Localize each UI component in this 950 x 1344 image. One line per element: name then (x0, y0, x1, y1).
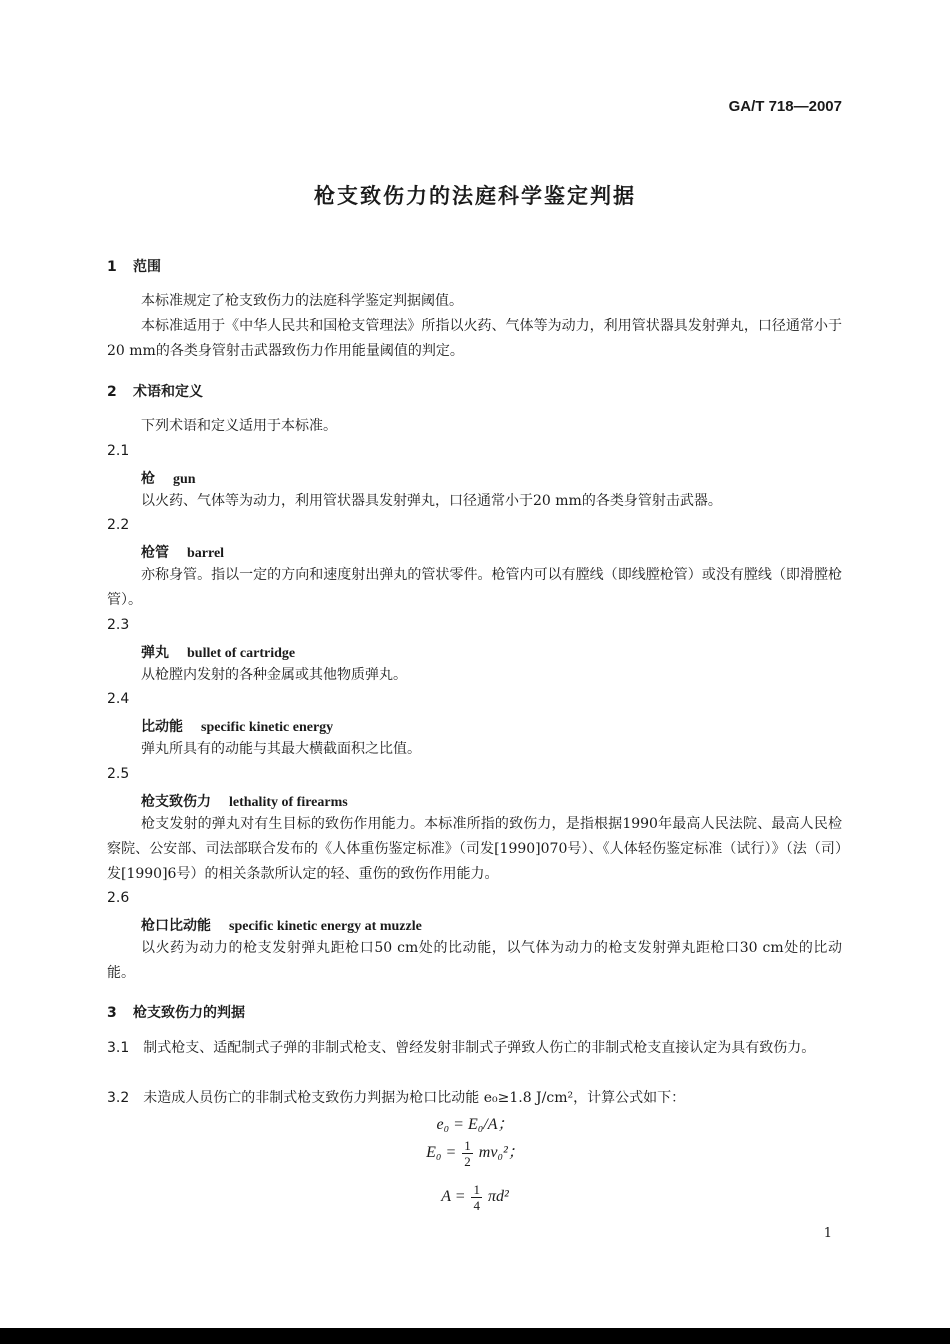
term-zh: 弹丸 (141, 645, 169, 661)
formula-lhs: A = (441, 1188, 466, 1206)
term-heading (141, 542, 224, 562)
formula-rhs: mv₀²； (478, 1144, 524, 1162)
term-definition: 弹丸所具有的动能与其最大横截面积之比值。 (141, 741, 421, 757)
term-definition: 亦称身管。指以一定的方向和速度射出弹丸的管状零件。枪管内可以有膛线（即线膛枪管）或没有膛线（即滑膛枪管）。 (107, 567, 842, 608)
fraction (471, 1182, 482, 1213)
term-heading (141, 716, 333, 736)
term-zh: 枪管 (141, 545, 169, 561)
clause-text: 制式枪支、适配制式子弹的非制式枪支、曾经发射非制式子弹致人伤亡的非制式枪支直接认定为具有致伤力。 (143, 1040, 816, 1056)
clause-3-2 (107, 1086, 842, 1111)
bottom-border-bar (0, 1328, 950, 1344)
clause-number: 2.4 (107, 691, 130, 707)
fraction-denominator: 2 (464, 1154, 471, 1169)
clause-3-1 (107, 1036, 842, 1061)
term-heading (141, 642, 295, 662)
term-zh: 比动能 (141, 719, 183, 735)
fraction-denominator: 4 (473, 1198, 480, 1213)
term-heading (141, 791, 348, 811)
section-heading-terms (107, 381, 203, 401)
term-zh: 枪口比动能 (141, 918, 211, 934)
clause-number: 2.6 (107, 890, 130, 906)
section-number: 2 (107, 384, 117, 400)
section-title: 范围 (133, 259, 161, 275)
term-definition: 枪支发射的弹丸对有生目标的致伤作用能力。本标准所指的致伤力，是指根据1990年最高人民法院、最高人民检察院、公安部、司法部联合发布的《人体重伤鉴定标准》（司发[1990]070号）、《人体轻伤鉴定标准（试行）》（法（司）发[1990]6号）的相关条款所认定的轻、重伤的致伤作用能力。 (107, 816, 842, 882)
clause-text: 未造成人员伤亡的非制式枪支致伤力判据为枪口比动能 e₀≥1.8 J/cm²，计算公式如下： (143, 1090, 686, 1106)
paragraph: 本标准规定了枪支致伤力的法庭科学鉴定判据阈值。 (141, 293, 463, 309)
term-en: barrel (187, 546, 225, 561)
formula-lhs: E₀ = (426, 1144, 457, 1162)
term-en: specific kinetic energy (201, 720, 334, 735)
fraction (462, 1138, 473, 1169)
page-number: 1 (823, 1226, 832, 1241)
section-title: 枪支致伤力的判据 (133, 1005, 245, 1021)
section-heading-scope (107, 256, 161, 276)
fraction-numerator: 1 (464, 1138, 471, 1153)
term-zh: 枪 (141, 471, 155, 487)
term-definition: 以火药为动力的枪支发射弹丸距枪口50 cm处的比动能，以气体为动力的枪支发射弹丸距枪口30 cm处的比动能。 (107, 940, 842, 981)
formula-kinetic-energy (0, 1138, 950, 1169)
section-title: 术语和定义 (133, 384, 203, 400)
term-heading (141, 468, 196, 488)
formula-rhs: πd² (487, 1188, 509, 1206)
section-heading-criteria (107, 1002, 245, 1022)
term-definition: 以火药、气体等为动力，利用管状器具发射弹丸，口径通常小于20 mm的各类身管射击武器。 (141, 493, 722, 509)
term-en: lethality of firearms (229, 795, 348, 810)
section-number: 1 (107, 259, 117, 275)
clause-number: 3.2 (107, 1090, 130, 1106)
paragraph: 下列术语和定义适用于本标准。 (141, 418, 337, 434)
term-zh: 枪支致伤力 (141, 794, 211, 810)
clause-number: 3.1 (107, 1040, 130, 1056)
term-en: bullet of cartridge (187, 646, 296, 661)
term-definition: 从枪膛内发射的各种金属或其他物质弹丸。 (141, 667, 407, 683)
fraction-numerator: 1 (473, 1182, 480, 1197)
term-en: specific kinetic energy at muzzle (229, 919, 422, 934)
term-en: gun (173, 472, 196, 487)
clause-number: 2.5 (107, 766, 130, 782)
clause-number: 2.2 (107, 517, 130, 533)
clause-number: 2.3 (107, 617, 130, 633)
paragraph: 本标准适用于《中华人民共和国枪支管理法》所指以火药、气体等为动力，利用管状器具发射弹丸，口径通常小于20 mm的各类身管射击武器致伤力作用能量阈值的判定。 (107, 318, 842, 359)
section-number: 3 (107, 1005, 117, 1021)
formula-specific-energy: e₀ = E₀/A； (436, 1116, 514, 1133)
standard-code: GA/T 718—2007 (728, 98, 842, 115)
formula-area (0, 1182, 950, 1213)
page-title: 枪支致伤力的法庭科学鉴定判据 (314, 184, 636, 208)
term-heading (141, 915, 422, 935)
clause-number: 2.1 (107, 443, 130, 459)
